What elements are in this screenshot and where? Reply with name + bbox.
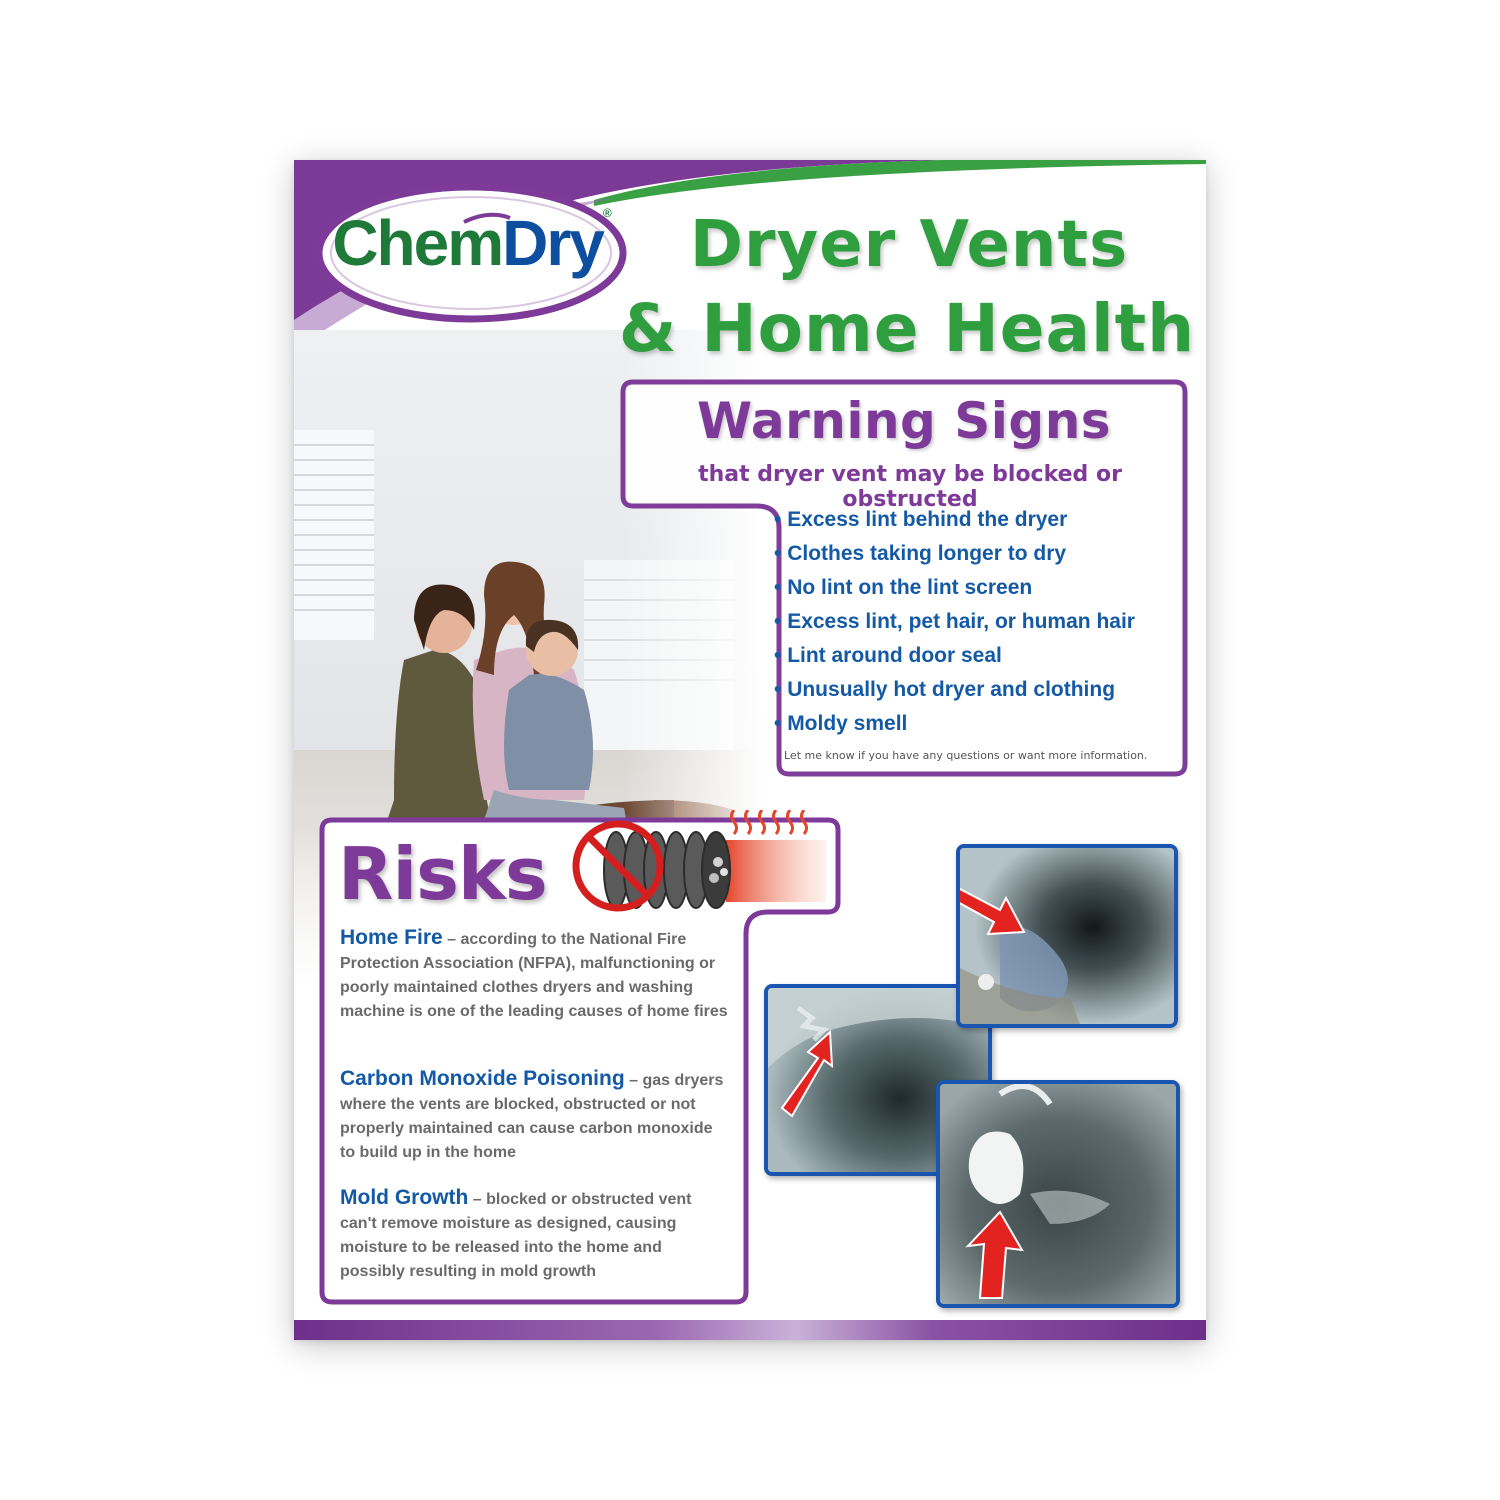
warning-signs-subtitle: that dryer vent may be blocked or obstructed — [698, 462, 1122, 512]
footer-bar — [294, 1320, 1206, 1340]
list-item: • Lint around door seal — [774, 639, 1194, 673]
risk-text: blocked or obstructed vent can't remove moisture as designed, causing moisture to be released into the home and possibly resulting in mold growth — [340, 1191, 692, 1280]
logo-dry: Dry — [502, 207, 603, 279]
risk-text: according to the National Fire Protection Association (NFPA), malfunctioning or poorly maintained clothes dryers and washing machine is one of the leading causes of home fires — [340, 931, 728, 1020]
list-item: • No lint on the lint screen — [774, 571, 1194, 605]
risk-carbon-monoxide — [340, 1067, 730, 1165]
page-title-line1: Dryer Vents — [689, 208, 1129, 282]
risk-separator: – — [468, 1191, 487, 1208]
contact-note: Let me know if you have any questions or want more information. — [784, 749, 1148, 762]
risk-separator: – — [442, 931, 461, 948]
list-item: • Clothes taking longer to dry — [774, 537, 1194, 571]
risk-heading: Mold Growth — [340, 1186, 469, 1209]
risk-mold-growth — [340, 1186, 730, 1284]
risk-heading: Home Fire — [340, 926, 443, 949]
list-item: • Excess lint, pet hair, or human hair — [774, 605, 1194, 639]
risk-heading: Carbon Monoxide Poisoning — [340, 1067, 625, 1090]
list-item: • Excess lint behind the dryer — [774, 503, 1194, 537]
chemdry-logo — [314, 182, 628, 324]
logo-chem: Chem — [332, 207, 503, 279]
logo-registered-mark: ® — [602, 206, 610, 220]
page-title-line2: & Home Health — [618, 290, 1196, 367]
vent-photo-1 — [956, 844, 1178, 1028]
logo-wordmark — [314, 206, 628, 280]
risk-text: gas dryers where the vents are blocked, obstructed or not properly maintained can cause carbon monoxide to build up in the home — [340, 1072, 724, 1161]
risks-title: Risks — [338, 832, 547, 916]
risk-home-fire — [340, 926, 730, 1024]
warning-signs-list — [774, 503, 1194, 741]
risk-separator: – — [624, 1072, 643, 1089]
vent-photo-3 — [936, 1080, 1180, 1308]
list-item: • Moldy smell — [774, 707, 1194, 741]
no-blocked-duct-icon — [556, 810, 846, 920]
warning-signs-title: Warning Signs — [696, 392, 1112, 450]
flyer — [294, 160, 1206, 1340]
list-item: • Unusually hot dryer and clothing — [774, 673, 1194, 707]
